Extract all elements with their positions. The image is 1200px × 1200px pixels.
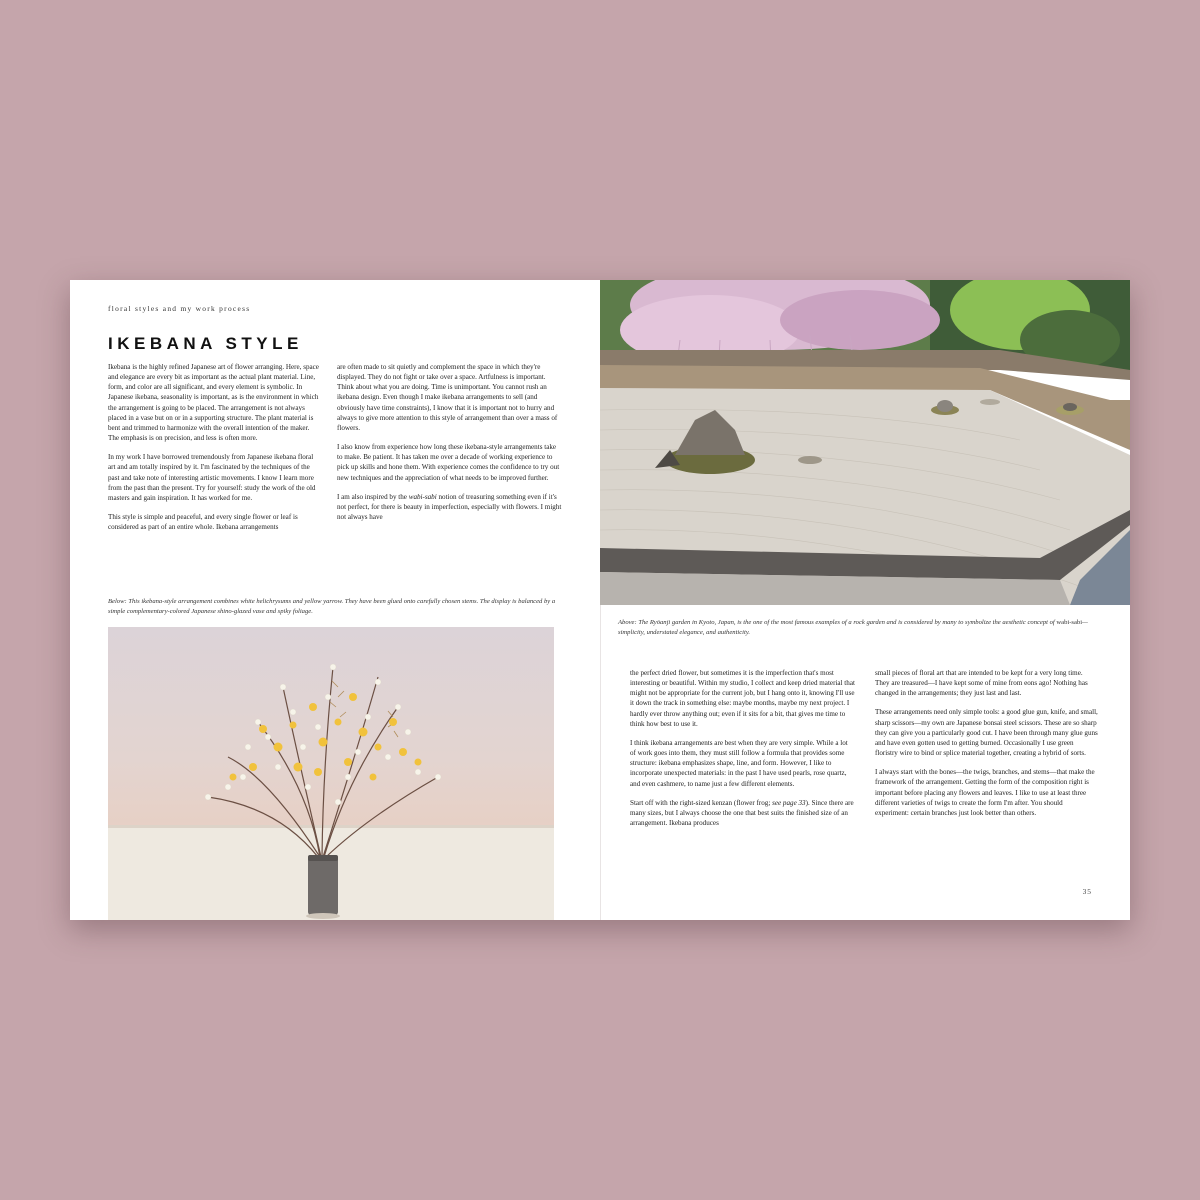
paragraph: small pieces of floral art that are intended to be kept for a very long time. They are treasured—I have kept some of mine from eons ago! Nothing has changed in the arrangements; they just last and last. xyxy=(875,669,1088,698)
page-number: 35 xyxy=(1082,887,1092,896)
running-head: floral styles and my work process xyxy=(108,304,251,313)
ikebana-arrangement-photo xyxy=(108,627,554,920)
page-title: IKEBANA STYLE xyxy=(108,334,303,353)
left-column-1 xyxy=(108,362,321,541)
paragraph: the perfect dried flower, but sometimes it is the imperfection that's most interesting or beautiful. Within my studio, I collect and keep dried material that might not be appropriate for the current job, but I hang onto it, knowing I'll use it down the track in something else: maybe months, maybe my next project. I hardly ever throw anything out; even if it sits for a bit, that gives me time to think how best to use it. xyxy=(630,669,855,728)
paragraph: In my work I have borrowed tremendously from Japanese ikebana floral art and am totally inspired by it. I'm fascinated by the techniques of the past and take note of interesting artistic movements. I know I learn more from the past than the present. Try for yourself: study the work of the old masters and gain inspiration. It has worked for me. xyxy=(108,453,316,502)
vase-photo-caption: Below: This ikebana-style arrangement combines white helichrysums and yellow yarrow. They have been glued onto carefully chosen stems. The display is balanced by a simple complementary-colored Japanese shino-glazed vase and spiky foliage. xyxy=(108,598,556,615)
right-column-1 xyxy=(630,668,855,837)
right-column-2 xyxy=(875,668,1098,827)
paragraph: Ikebana is the highly refined Japanese art of flower arranging. Here, space and elegance are every bit as important as the actual plant material. Line, form, and color are all significant, and every element is symbolic. In Japanese ikebana, seasonality is important, as is the environment in which the arrangement is going to be placed. The arrangement is not always placed in a vase but on or in a supporting structure. The plant material is bent and trimmed to harmonize with the overall intention of the maker. The emphasis is on precision, and less is often more. xyxy=(108,363,319,443)
paragraph: These arrangements need only simple tools: a good glue gun, knife, and small, sharp scissors—my own are Japanese bonsai steel scissors. These are so sharp they can give you a particularly good cut. I have been through many glue guns and have even gotten used to getting burned. Occasionally I use green floristry wire to bind or splice material together, creating a hybrid of sorts. xyxy=(875,708,1098,758)
ryoanji-garden-photo xyxy=(600,280,1130,605)
garden-photo-caption: Above: The Ryōanji garden in Kyoto, Japan, is the one of the most famous examples of a rock garden and is considered by many to symbolize the aesthetic concept of wabi-sabi—simplicity, understated elegance, and authenticity. xyxy=(618,619,1088,636)
paragraph: Start off with the right-sized kenzan (flower frog; see page 33). Since there are many sizes, but I always choose the one that best suits the finished size of an arrangement. Ikebana produces xyxy=(630,798,854,828)
paragraph: I am also inspired by the wabi-sabi notion of treasuring something even if it's not perfect, for there is beauty in imperfection, especially with flowers. I might not always have xyxy=(337,492,562,522)
paragraph: This style is simple and peaceful, and every single flower or leaf is considered as part of an entire whole. Ikebana arrangements xyxy=(108,513,298,532)
paragraph: I always start with the bones—the twigs, branches, and stems—that make the framework of the arrangement. Getting the form of the composition right is important before placing any flowers and leaves. I like to use at least three different varieties of twigs to create the form I'm after. You should experiment: certain branches just look better than others. xyxy=(875,768,1095,817)
paragraph: I also know from experience how long these ikebana-style arrangements take to make. Be patient. It has taken me over a decade of working experience to pick up skills and hone them. With experience comes the confidence to try out new techniques and the appreciation of what needs to be improved further. xyxy=(337,443,560,482)
paragraph: are often made to sit quietly and complement the space in which they're displayed. They do not fight or take over a space. Artfulness is important. Think about what you are doing. Time is unimportant. You cannot rush an ikebana design. Even though I make ikebana arrangements to sell (and obviously have time constraints), I know that it is important not to hurry and always to give more attention to this style of arrangement than over a mass of flowers. xyxy=(337,363,558,432)
book-spread xyxy=(70,280,1130,920)
left-column-2 xyxy=(337,362,563,531)
paragraph: I think ikebana arrangements are best when they are very simple. While a lot of work goes into them, they must still follow a formula that provides some structure: ikebana emphasizes shape, line, and form. However, I like to incorporate unexpected materials: in the past I have used pearls, rose quartz, and even cashmere, to name just a few different elements. xyxy=(630,738,848,788)
